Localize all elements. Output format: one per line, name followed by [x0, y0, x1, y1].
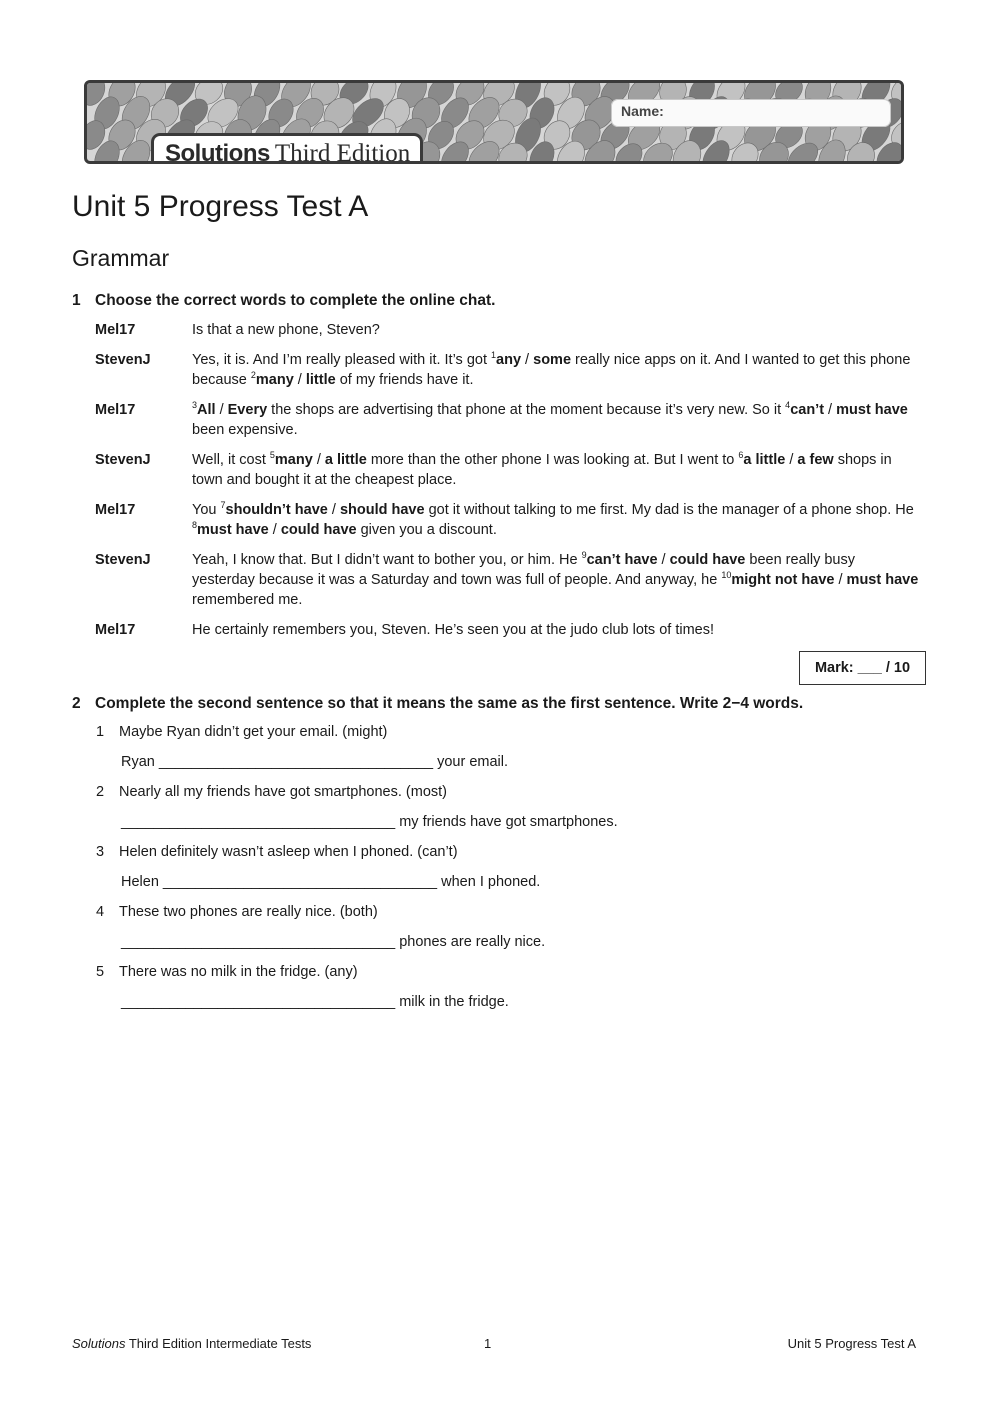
exercise-question: [96, 902, 916, 922]
task2-instruction: Complete the second sentence so that it means the same as the first sentence. Write 2−4 words.: [95, 695, 804, 712]
exercise-number: 2: [96, 784, 105, 800]
task1-instruction: Choose the correct words to complete the online chat.: [95, 292, 496, 309]
chat-speaker: Mel17: [95, 402, 136, 418]
footer-right: Unit 5 Progress Test A: [787, 1336, 916, 1351]
exercise-question-text: Nearly all my friends have got smartphones. (most): [119, 784, 447, 800]
exercise-list: [96, 722, 916, 1022]
exercise-number: 4: [96, 904, 105, 920]
chat-row: [95, 350, 921, 390]
chat-message: Is that a new phone, Steven?: [192, 322, 380, 338]
exercise-question-text: Helen definitely wasn’t asleep when I phoned. (can’t): [119, 844, 458, 860]
chat-row: [95, 320, 921, 340]
exercise-answer-line[interactable]: __________________________________ my friends have got smartphones.: [121, 814, 618, 830]
chat-speaker: Mel17: [95, 322, 136, 338]
chat-row: [95, 400, 921, 440]
exercise-question-text: Maybe Ryan didn’t get your email. (might): [119, 724, 388, 740]
chat-message: He certainly remembers you, Steven. He’s seen you at the judo club lots of times!: [192, 622, 714, 638]
task2-title: [72, 695, 803, 713]
task2-number: 2: [72, 695, 81, 712]
exercise-number: 1: [96, 724, 105, 740]
chat-speaker: StevenJ: [95, 452, 151, 468]
chat-message: Well, it cost $^5$many / a little more than the other phone I was looking at. But I went to $^6$a little / a few shops in town and bought it at the cheapest place.: [192, 450, 892, 488]
brand-tab: [151, 133, 423, 164]
exercise-item: [96, 722, 916, 772]
chat-message: Yeah, I know that. But I didn’t want to bother you, or him. He $^9$can’t have / could have been really busy yesterday because it was a Saturday and town was full of people. And anyway, he $^{10}$might not have / must have remembered me.: [192, 550, 919, 608]
name-field[interactable]: [611, 99, 891, 127]
exercise-item: [96, 842, 916, 892]
page-title: Unit 5 Progress Test A: [72, 190, 369, 223]
exercise-number: 5: [96, 964, 105, 980]
exercise-question: [96, 842, 916, 862]
footer-book: Third Edition Intermediate Tests: [125, 1336, 312, 1351]
exercise-item: [96, 962, 916, 1012]
mark-box: [799, 651, 926, 685]
brand-rest: Third Edition: [274, 140, 411, 164]
exercise-answer-line[interactable]: __________________________________ phones are really nice.: [121, 934, 546, 950]
chat-message: You $^7$shouldn’t have / should have got it without talking to me first. My dad is the manager of a phone shop. He $^8$must have / could have given you a discount.: [192, 500, 914, 538]
chat-speaker: StevenJ: [95, 552, 151, 568]
footer-brand: Solutions: [72, 1336, 126, 1351]
chat-transcript: [95, 320, 921, 650]
chat-row: [95, 500, 921, 540]
chat-message: Yes, it is. And I’m really pleased with it. It’s got $^1$any / some really nice apps on it. And I wanted to get this phone because $^2$many / little of my friends have it.: [192, 350, 911, 388]
mark-text: Mark: ___ / 10: [814, 660, 911, 676]
exercise-question: [96, 962, 916, 982]
section-title: Grammar: [72, 245, 170, 271]
task1-number: 1: [72, 292, 81, 309]
exercise-question-text: There was no milk in the fridge. (any): [119, 964, 358, 980]
chat-speaker: Mel17: [95, 622, 136, 638]
exercise-question: [96, 722, 916, 742]
name-label: Name:: [621, 103, 664, 119]
exercise-answer-line[interactable]: __________________________________ milk in the fridge.: [121, 994, 509, 1010]
brand-bold: Solutions: [165, 140, 270, 164]
footer-left: [72, 1336, 311, 1351]
exercise-item: [96, 902, 916, 952]
chat-row: [95, 450, 921, 490]
chat-speaker: Mel17: [95, 502, 136, 518]
chat-row: [95, 550, 921, 610]
task1-title: [72, 292, 495, 310]
exercise-answer-line[interactable]: Helen __________________________________ when I phoned.: [121, 874, 541, 890]
exercise-answer-line[interactable]: Ryan __________________________________ your email.: [121, 754, 509, 770]
exercise-number: 3: [96, 844, 105, 860]
header-banner: [84, 80, 904, 164]
exercise-question: [96, 782, 916, 802]
page-number: 1: [484, 1336, 492, 1351]
chat-row: [95, 620, 921, 640]
exercise-question-text: These two phones are really nice. (both): [119, 904, 378, 920]
exercise-item: [96, 782, 916, 832]
chat-message: $^3$All / Every the shops are advertising that phone at the moment because it’s very new. So it $^4$can’t / must have been expensive.: [192, 400, 908, 438]
chat-speaker: StevenJ: [95, 352, 151, 368]
